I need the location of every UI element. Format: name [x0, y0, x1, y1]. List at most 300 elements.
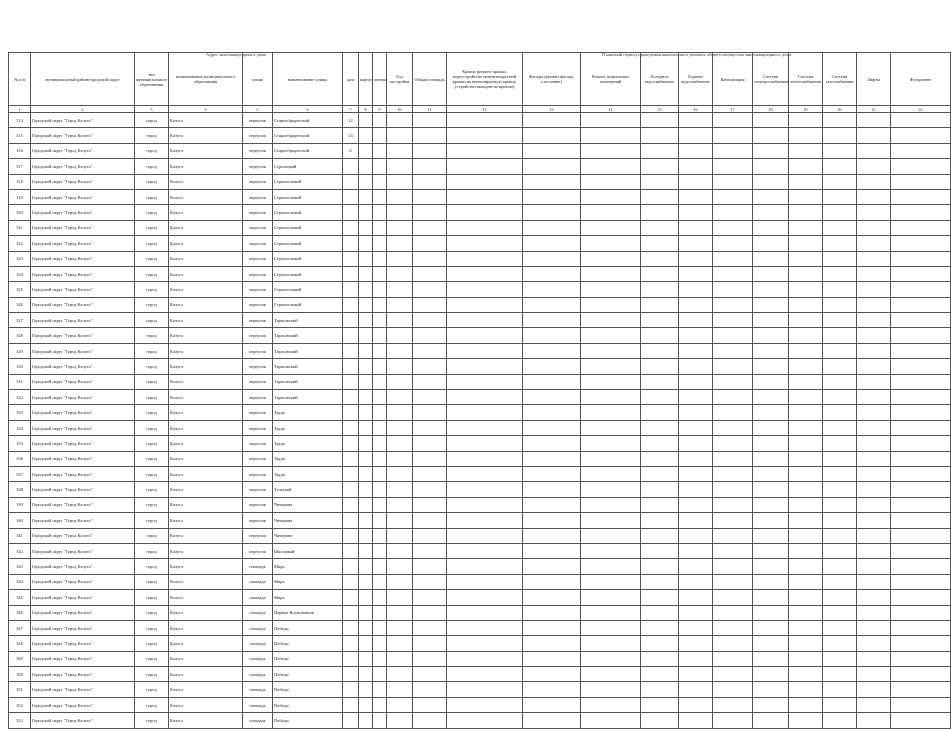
street-name-cell: Тарасовский — [273, 359, 343, 374]
district-cell: Городской округ "Город Калуга" — [31, 682, 135, 697]
repair-period-cell — [891, 574, 951, 589]
repair-period-cell — [641, 282, 679, 297]
column-number: 19 — [789, 106, 823, 113]
street-name-cell: Строительный — [273, 236, 343, 251]
litera-cell — [373, 297, 387, 312]
repair-period-cell — [753, 205, 789, 220]
area-cell — [413, 482, 447, 497]
municipality-cell: Калуга — [169, 220, 243, 235]
municipality-cell: Калуга — [169, 543, 243, 558]
repair-period-cell — [753, 236, 789, 251]
litera-cell — [373, 590, 387, 605]
table-row — [9, 590, 951, 605]
street-name-cell: Победы — [273, 713, 343, 728]
build-year-cell — [387, 266, 413, 281]
repair-period-cell — [789, 313, 823, 328]
repair-period-cell — [523, 543, 581, 558]
repair-period-cell — [789, 420, 823, 435]
table-row — [9, 359, 951, 374]
litera-cell — [373, 620, 387, 635]
litera-cell — [373, 143, 387, 158]
repair-period-cell — [823, 113, 857, 128]
repair-period-cell — [679, 697, 713, 712]
table-row — [9, 713, 951, 728]
repair-period-cell — [857, 466, 891, 481]
repair-period-cell — [447, 282, 523, 297]
repair-period-cell — [581, 667, 641, 682]
street-type-cell: переулок — [243, 189, 273, 204]
municipality-cell: Калуга — [169, 113, 243, 128]
repair-period-cell — [641, 605, 679, 620]
repair-period-cell — [679, 420, 713, 435]
row-number: 337 — [9, 466, 31, 481]
litera-cell — [373, 528, 387, 543]
repair-period-cell — [857, 513, 891, 528]
row-number: 317 — [9, 159, 31, 174]
litera-cell — [373, 651, 387, 666]
street-type-cell: переулок — [243, 451, 273, 466]
row-number: 318 — [9, 174, 31, 189]
repair-period-cell — [789, 697, 823, 712]
street-type-cell: переулок — [243, 128, 273, 143]
repair-period-cell — [581, 220, 641, 235]
repair-period-cell — [891, 451, 951, 466]
settlement-type-cell: город — [135, 282, 169, 297]
municipality-cell: Калуга — [169, 328, 243, 343]
repair-period-cell — [679, 682, 713, 697]
repair-period-cell — [447, 128, 523, 143]
area-cell — [413, 266, 447, 281]
municipality-cell: Калуга — [169, 651, 243, 666]
settlement-type-cell: город — [135, 590, 169, 605]
build-year-cell — [387, 420, 413, 435]
repair-period-cell — [823, 205, 857, 220]
repair-period-cell — [713, 482, 753, 497]
build-year-cell — [387, 390, 413, 405]
repair-period-cell — [753, 605, 789, 620]
repair-period-cell — [789, 513, 823, 528]
municipality-cell: Калуга — [169, 451, 243, 466]
repair-period-cell — [523, 236, 581, 251]
repair-period-cell — [891, 313, 951, 328]
table-row — [9, 205, 951, 220]
district-cell: Городской округ "Город Калуга" — [31, 636, 135, 651]
repair-period-cell — [857, 451, 891, 466]
street-type-cell: переулок — [243, 497, 273, 512]
repair-period-cell — [857, 482, 891, 497]
repair-period-cell — [823, 359, 857, 374]
repair-period-cell — [641, 513, 679, 528]
table-row — [9, 651, 951, 666]
repair-period-cell — [447, 297, 523, 312]
area-cell — [413, 497, 447, 512]
street-type-cell: площадь — [243, 682, 273, 697]
row-number: 345 — [9, 590, 31, 605]
table-row — [9, 636, 951, 651]
repair-period-cell — [447, 359, 523, 374]
table-row — [9, 220, 951, 235]
repair-period-cell — [713, 297, 753, 312]
repair-period-cell — [447, 590, 523, 605]
repair-period-cell — [679, 497, 713, 512]
house-cell — [343, 374, 359, 389]
repair-period-cell — [679, 236, 713, 251]
repair-period-cell — [857, 282, 891, 297]
house-cell — [343, 220, 359, 235]
repair-period-cell — [789, 543, 823, 558]
column-number: 10 — [387, 106, 413, 113]
district-cell: Городской округ "Город Калуга" — [31, 266, 135, 281]
district-cell: Городской округ "Город Калуга" — [31, 328, 135, 343]
street-name-cell: Строительный — [273, 266, 343, 281]
row-number: 323 — [9, 251, 31, 266]
street-type-cell: площадь — [243, 636, 273, 651]
repair-period-cell — [581, 405, 641, 420]
area-cell — [413, 374, 447, 389]
municipality-cell: Калуга — [169, 266, 243, 281]
municipality-cell: Калуга — [169, 682, 243, 697]
repair-period-cell — [789, 590, 823, 605]
litera-cell — [373, 266, 387, 281]
row-number: 352 — [9, 697, 31, 712]
house-cell: 6 — [343, 143, 359, 158]
repair-period-cell — [753, 528, 789, 543]
house-cell — [343, 682, 359, 697]
repair-period-cell — [713, 497, 753, 512]
house-cell — [343, 205, 359, 220]
repair-period-cell — [641, 682, 679, 697]
repair-period-cell — [823, 251, 857, 266]
korpus-cell — [359, 636, 373, 651]
district-cell: Городской округ "Город Калуга" — [31, 697, 135, 712]
repair-period-cell — [581, 713, 641, 728]
district-cell: Городской округ "Город Калуга" — [31, 189, 135, 204]
repair-period-cell — [789, 436, 823, 451]
repair-period-cell — [891, 143, 951, 158]
repair-period-cell — [713, 113, 753, 128]
settlement-type-cell: город — [135, 667, 169, 682]
repair-period-cell — [581, 297, 641, 312]
repair-period-cell — [447, 328, 523, 343]
street-type-cell: переулок — [243, 220, 273, 235]
municipality-cell: Калуга — [169, 236, 243, 251]
settlement-type-cell: город — [135, 497, 169, 512]
repair-period-cell — [789, 466, 823, 481]
repair-period-cell — [447, 667, 523, 682]
repair-period-cell — [891, 713, 951, 728]
table-row — [9, 251, 951, 266]
municipality-cell: Калуга — [169, 390, 243, 405]
street-type-cell: площадь — [243, 713, 273, 728]
litera-cell — [373, 682, 387, 697]
settlement-type-cell: город — [135, 682, 169, 697]
repair-period-cell — [641, 236, 679, 251]
municipality-cell: Калуга — [169, 513, 243, 528]
build-year-cell — [387, 128, 413, 143]
area-cell — [413, 236, 447, 251]
repair-period-cell — [789, 359, 823, 374]
repair-period-cell — [679, 343, 713, 358]
row-number: 315 — [9, 128, 31, 143]
build-year-cell — [387, 667, 413, 682]
repair-period-cell — [857, 374, 891, 389]
repair-period-cell — [523, 620, 581, 635]
house-cell — [343, 513, 359, 528]
repair-period-cell — [679, 374, 713, 389]
repair-period-cell — [641, 189, 679, 204]
repair-period-cell — [713, 605, 753, 620]
repair-period-cell — [523, 390, 581, 405]
row-number: 336 — [9, 451, 31, 466]
repair-period-cell — [713, 513, 753, 528]
repair-period-cell — [823, 143, 857, 158]
district-cell: Городской округ "Город Калуга" — [31, 343, 135, 358]
repair-period-cell — [857, 128, 891, 143]
district-cell: Городской округ "Город Калуга" — [31, 651, 135, 666]
build-year-cell — [387, 374, 413, 389]
repair-period-cell — [713, 543, 753, 558]
repair-period-cell — [447, 313, 523, 328]
column-number: 13 — [523, 106, 581, 113]
repair-period-cell — [891, 374, 951, 389]
column-number: 20 — [823, 106, 857, 113]
street-name-cell: Победы — [273, 667, 343, 682]
street-name-cell: Мира — [273, 559, 343, 574]
repair-period-cell — [753, 697, 789, 712]
row-number: 349 — [9, 651, 31, 666]
repair-period-cell — [713, 667, 753, 682]
table-row — [9, 174, 951, 189]
repair-period-cell — [753, 159, 789, 174]
capital-repair-register-sheet — [8, 52, 932, 729]
korpus-cell — [359, 359, 373, 374]
build-year-cell — [387, 189, 413, 204]
korpus-cell — [359, 543, 373, 558]
litera-cell — [373, 359, 387, 374]
column-header: Год постройки — [387, 53, 413, 106]
column-header: муниципальный район/городской округ — [31, 53, 135, 106]
build-year-cell — [387, 620, 413, 635]
repair-period-cell — [753, 220, 789, 235]
district-cell: Городской округ "Город Калуга" — [31, 713, 135, 728]
repair-period-cell — [641, 466, 679, 481]
repair-period-cell — [447, 559, 523, 574]
municipality-cell: Калуга — [169, 574, 243, 589]
column-header: Фундамент — [891, 53, 951, 106]
litera-cell — [373, 159, 387, 174]
district-cell: Городской округ "Город Калуга" — [31, 297, 135, 312]
street-name-cell: Чичерина — [273, 513, 343, 528]
repair-period-cell — [679, 513, 713, 528]
column-header: дом — [343, 53, 359, 106]
repair-period-cell — [523, 420, 581, 435]
korpus-cell — [359, 482, 373, 497]
house-cell — [343, 174, 359, 189]
repair-period-cell — [641, 620, 679, 635]
street-name-cell: Строительный — [273, 297, 343, 312]
repair-period-cell — [679, 128, 713, 143]
repair-period-cell — [857, 297, 891, 312]
repair-period-cell — [789, 205, 823, 220]
repair-period-cell — [789, 143, 823, 158]
build-year-cell — [387, 328, 413, 343]
repair-period-cell — [581, 313, 641, 328]
repair-period-cell — [447, 513, 523, 528]
build-year-cell — [387, 497, 413, 512]
repair-period-cell — [857, 420, 891, 435]
repair-period-cell — [713, 405, 753, 420]
district-cell: Городской округ "Город Калуга" — [31, 390, 135, 405]
municipality-cell: Калуга — [169, 297, 243, 312]
repair-period-cell — [523, 574, 581, 589]
korpus-cell — [359, 159, 373, 174]
repair-period-cell — [823, 451, 857, 466]
settlement-type-cell: город — [135, 374, 169, 389]
repair-period-cell — [523, 482, 581, 497]
repair-period-cell — [857, 590, 891, 605]
repair-period-cell — [823, 620, 857, 635]
street-type-cell: переулок — [243, 405, 273, 420]
planned-period-group-heading: Плановый период проведения капитального ремонта общего имущества многоквартирного дома — [602, 52, 792, 57]
repair-period-cell — [713, 651, 753, 666]
litera-cell — [373, 636, 387, 651]
repair-period-cell — [447, 528, 523, 543]
repair-period-cell — [447, 620, 523, 635]
settlement-type-cell: город — [135, 574, 169, 589]
area-cell — [413, 651, 447, 666]
house-cell — [343, 405, 359, 420]
house-cell — [343, 343, 359, 358]
column-number: 12 — [447, 106, 523, 113]
repair-period-cell — [753, 297, 789, 312]
house-cell — [343, 251, 359, 266]
repair-period-cell — [891, 159, 951, 174]
build-year-cell — [387, 405, 413, 420]
district-cell: Городской округ "Город Калуга" — [31, 497, 135, 512]
repair-period-cell — [789, 220, 823, 235]
column-number: 2 — [31, 106, 135, 113]
korpus-cell — [359, 374, 373, 389]
row-number: 320 — [9, 205, 31, 220]
repair-period-cell — [753, 313, 789, 328]
litera-cell — [373, 559, 387, 574]
row-number: 314 — [9, 113, 31, 128]
repair-period-cell — [679, 713, 713, 728]
repair-period-cell — [581, 697, 641, 712]
municipality-cell: Калуга — [169, 405, 243, 420]
korpus-cell — [359, 451, 373, 466]
repair-period-cell — [789, 266, 823, 281]
repair-period-cell — [823, 313, 857, 328]
column-number: 5 — [243, 106, 273, 113]
repair-period-cell — [581, 590, 641, 605]
district-cell: Городской округ "Город Калуга" — [31, 405, 135, 420]
repair-period-cell — [891, 328, 951, 343]
repair-period-cell — [523, 528, 581, 543]
column-number: 17 — [713, 106, 753, 113]
area-cell — [413, 451, 447, 466]
district-cell: Городской округ "Город Калуга" — [31, 667, 135, 682]
column-number: 7 — [343, 106, 359, 113]
repair-period-cell — [789, 605, 823, 620]
settlement-type-cell: город — [135, 559, 169, 574]
repair-period-cell — [641, 359, 679, 374]
column-number: 18 — [753, 106, 789, 113]
table-row — [9, 682, 951, 697]
repair-period-cell — [447, 482, 523, 497]
table-row — [9, 605, 951, 620]
row-number: 339 — [9, 497, 31, 512]
settlement-type-cell: город — [135, 390, 169, 405]
street-type-cell: площадь — [243, 651, 273, 666]
build-year-cell — [387, 297, 413, 312]
repair-period-cell — [641, 328, 679, 343]
settlement-type-cell: город — [135, 359, 169, 374]
area-cell — [413, 113, 447, 128]
repair-period-cell — [447, 266, 523, 281]
repair-period-cell — [789, 713, 823, 728]
repair-period-cell — [891, 113, 951, 128]
repair-period-cell — [713, 313, 753, 328]
repair-period-cell — [679, 651, 713, 666]
municipality-cell: Калуга — [169, 374, 243, 389]
street-name-cell: Мира — [273, 574, 343, 589]
repair-period-cell — [857, 436, 891, 451]
repair-period-cell — [679, 159, 713, 174]
district-cell: Городской округ "Город Калуга" — [31, 143, 135, 158]
build-year-cell — [387, 174, 413, 189]
repair-period-cell — [753, 682, 789, 697]
repair-period-cell — [823, 128, 857, 143]
area-cell — [413, 174, 447, 189]
repair-period-cell — [823, 159, 857, 174]
korpus-cell — [359, 667, 373, 682]
repair-period-cell — [679, 636, 713, 651]
repair-period-cell — [641, 651, 679, 666]
street-name-cell: Труда — [273, 466, 343, 481]
repair-period-cell — [857, 236, 891, 251]
repair-period-cell — [857, 713, 891, 728]
street-name-cell: Чичерина — [273, 528, 343, 543]
street-name-cell: Старообрядческий — [273, 128, 343, 143]
repair-period-cell — [447, 220, 523, 235]
litera-cell — [373, 697, 387, 712]
district-cell: Городской округ "Город Калуга" — [31, 374, 135, 389]
repair-period-cell — [823, 420, 857, 435]
street-name-cell: Тарасовский — [273, 328, 343, 343]
repair-period-cell — [823, 513, 857, 528]
street-type-cell: переулок — [243, 113, 273, 128]
repair-period-cell — [857, 113, 891, 128]
repair-period-cell — [857, 251, 891, 266]
table-row — [9, 143, 951, 158]
korpus-cell — [359, 466, 373, 481]
district-cell: Городской округ "Город Калуга" — [31, 282, 135, 297]
build-year-cell — [387, 236, 413, 251]
column-header: корпус — [359, 53, 373, 106]
repair-period-cell — [823, 266, 857, 281]
column-header: Крыша (ремонт крыши, переустройство невентилируемой крыши на вентилируемую крышу, устройство выходов на кровлю) — [447, 53, 523, 106]
repair-period-cell — [641, 297, 679, 312]
row-number: 341 — [9, 528, 31, 543]
repair-period-cell — [891, 436, 951, 451]
repair-period-cell — [679, 220, 713, 235]
area-cell — [413, 159, 447, 174]
repair-period-cell — [823, 328, 857, 343]
korpus-cell — [359, 697, 373, 712]
settlement-type-cell: город — [135, 159, 169, 174]
repair-period-cell — [823, 374, 857, 389]
